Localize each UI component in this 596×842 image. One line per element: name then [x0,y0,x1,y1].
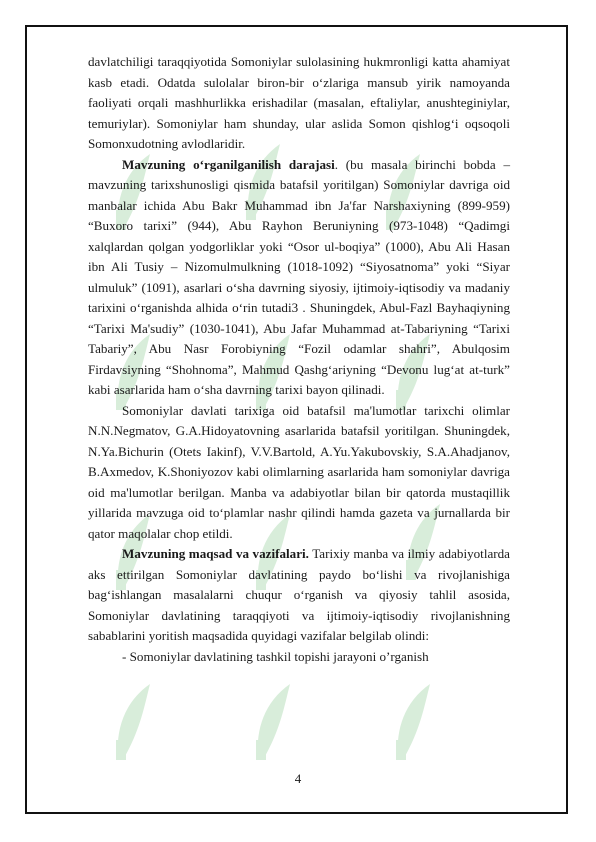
paragraph-scholars [88,401,510,545]
page-number: 4 [294,771,302,786]
paragraph-intro [88,52,510,155]
document-body [88,52,510,667]
paragraph-text: . (bu masala birinchi bobda – mavzuning tarixshunosligi qismida batafsil yoritilgan) Somoniylar davriga oid manbalar ichida Abu Bakr Muhammad ibn Ja'far Narshaxiyning (899-959) “Buxoro tarixi” (944), Abu Rayhon Beruniyning (973-1048) “Qadimgi xalqlardan qolgan yodgorliklar yoki “Osor ul-boqiya” (1000), Abu Ali Hasan ibn Ali Tusiy – Nizomulmulkning (1018-1092) “Siyosatnoma” yoki “Siyar ulmuluk” (1091), asarlari o‘sha davrning siyosiy, ijtimoiy-iqtisodiy va madaniy tarixini o‘rganishda alhida o‘rin tutadi3 . Shuningdek, Abul-Fazl Bayhaqiyning “Tarixi Ma'sudiy” (1030-1041), Abu Jafar Muhammad at-Tabariyning “Tarixi Tabariy”, Abu Nasr Forobiyning “Fozil odamlar shahri”, Abulqosim Firdavsiyning “Shohnoma”, Mahmud Qashg‘ariyning “Devonu lug‘at at-turk” kabi asarlarida ham o‘sha davrning tarixi bayon qilinadi. [88,156,510,397]
list-item-text: - Somoniylar davlatining tashkil topishi jarayoni o’rganish [122,648,429,664]
list-item [88,647,510,668]
paragraph-heading: Mavzuning maqsad va vazifalari. [122,546,309,561]
paragraph-study-level [88,155,510,401]
paragraph-text: Somoniylar davlati tarixiga oid batafsil ma'lumotlar tarixchi olimlar N.N.Negmatov, G.A.Hidoyatovning asarlarida batafsil yoritilgan. Shuningdek, N.Ya.Bichurin (Otets Iakinf), V.V.Bartold, A.Yu.Yakubovskiy, S.A.Ahadjanov, B.Axmedov, K.Shoniyozov kabi olimlarning asarlarida ham somoniylar davriga oid ma'lumotlar berilgan. Manba va adabiyotlar bilan bir qatorda mustaqillik yillarida mavzuga oid to‘plamlar nashr qilindi hamda gazeta va jurnallarda bir qator maqolalar chop etildi. [88,402,510,541]
paragraph-text: davlatchiligi taraqqiyotida Somoniylar sulolasining hukmronligi katta ahamiyat kasb etadi. Odatda sulolalar biron-bir o‘zlariga mansub yirik namoyanda faoliyati orqali mashhurlikka erishadilar (masalan, eftaliylar, anushteginiylar, temuriylar). Somoniylar ham shunday, ular aslida Somon qishlog‘i oqsoqoli Somonxudotning avlodlaridir. [88,54,510,151]
paragraph-text: Tarixiy manba va ilmiy adabiyotlarda aks ettirilgan Somoniylar davlatining paydo bo‘lishi va rivojlanishiga bag‘ishlangan masalalarni chuqur o‘rganish va qiyosiy tahlil asosida, Somoniylar davlatining taraqqiyoti va ijtimoiy-iqtisodiy rivojlanishning sabablarini yoritish maqsadida quyidagi vazifalar belgilab olindi: [88,546,510,643]
paragraph-goals [88,544,510,647]
paragraph-heading: Mavzuning o‘rganilganilish darajasi [122,156,335,172]
